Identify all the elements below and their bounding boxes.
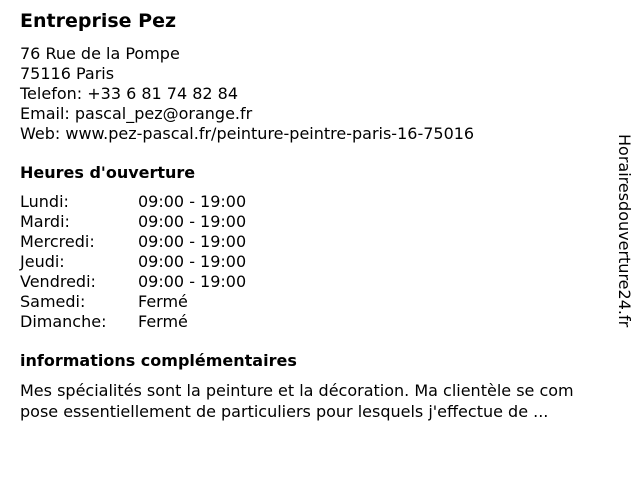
business-card [20,8,605,422]
opening-hours-title: Heures d'ouverture [20,163,196,182]
hours-day: Mardi: [20,212,70,231]
hours-day: Jeudi: [20,252,65,271]
phone-line: Telefon: +33 6 81 74 82 84 [20,84,239,103]
hours-row-thursday [20,252,605,272]
hours-day: Dimanche: [20,312,107,331]
site-watermark: Horairesdouverture24.fr [615,134,634,328]
hours-time: 09:00 - 19:00 [138,252,247,271]
address-street: 76 Rue de la Pompe [20,44,180,63]
address-city: 75116 Paris [20,64,115,83]
contact-block [20,44,605,144]
hours-time: 09:00 - 19:00 [138,212,247,231]
hours-row-sunday [20,312,605,332]
hours-row-monday [20,192,605,212]
hours-day: Lundi: [20,192,69,211]
hours-time: Fermé [138,312,188,331]
hours-time: 09:00 - 19:00 [138,272,247,291]
description-line: Mes spécialités sont la peinture et la décoration. Ma clientèle se com [20,381,574,400]
hours-time: 09:00 - 19:00 [138,232,247,251]
hours-day: Mercredi: [20,232,95,251]
description-line: pose essentiellement de particuliers pour lesquels j'effectue de ... [20,402,549,421]
hours-row-saturday [20,292,605,312]
hours-row-tuesday [20,212,605,232]
hours-time: 09:00 - 19:00 [138,192,247,211]
hours-day: Vendredi: [20,272,96,291]
hours-row-friday [20,272,605,292]
email-line: Email: pascal_pez@orange.fr [20,104,253,123]
hours-time: Fermé [138,292,188,311]
hours-row-wednesday [20,232,605,252]
additional-info-title: informations complémentaires [20,351,297,370]
company-name: Entreprise Pez [20,10,177,32]
web-line: Web: www.pez-pascal.fr/peinture-peintre-paris-16-75016 [20,124,475,143]
additional-info-text [20,380,605,422]
opening-hours-table [20,192,605,332]
hours-day: Samedi: [20,292,86,311]
